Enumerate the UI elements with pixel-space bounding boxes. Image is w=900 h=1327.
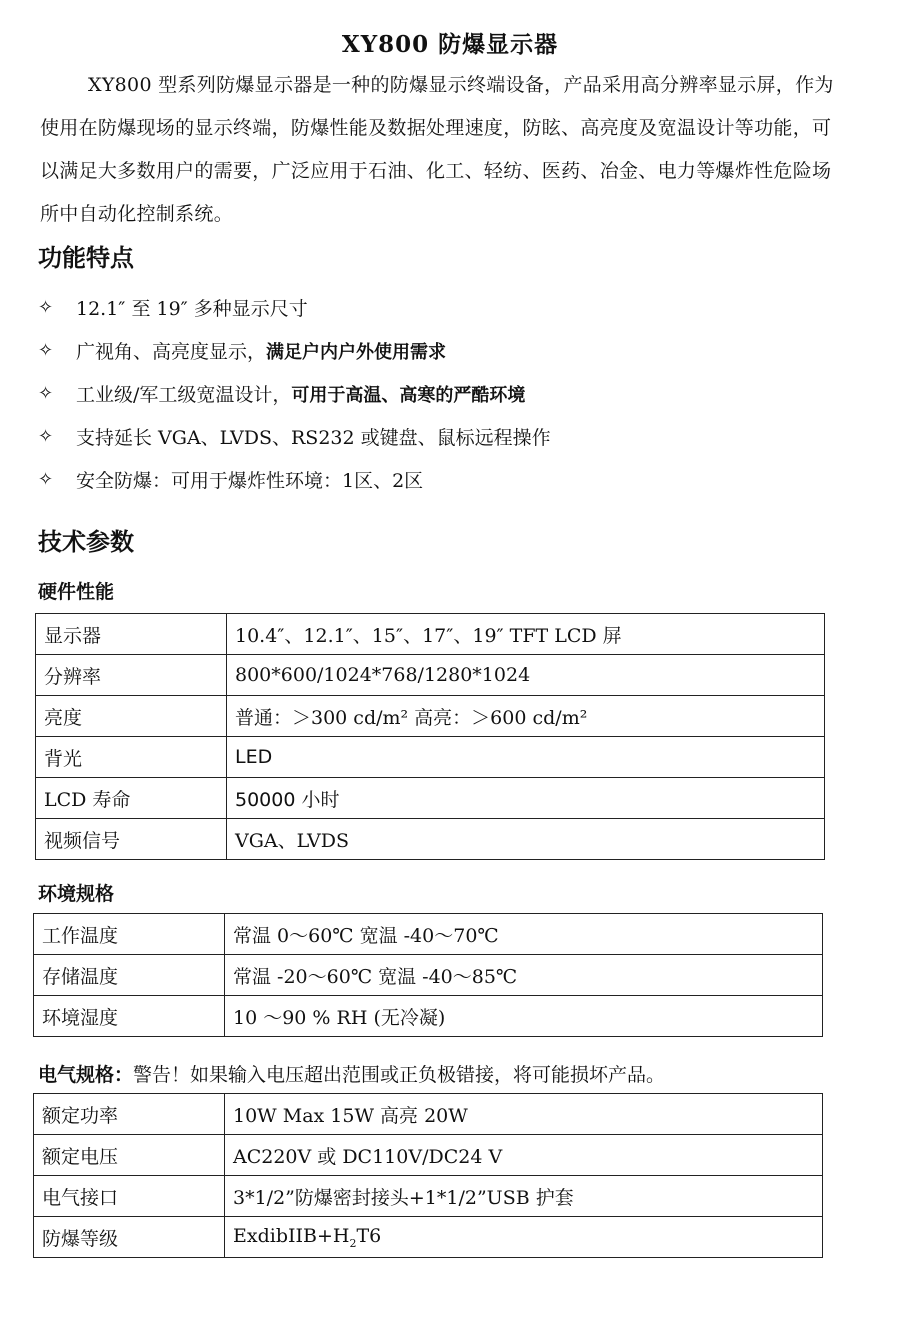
param-name: 额定电压	[34, 1135, 225, 1176]
param-name: 额定功率	[34, 1094, 225, 1135]
star-bullet-icon: ✧	[38, 426, 54, 447]
param-value: 10.4″、12.1″、15″、17″、19″ TFT LCD 屏	[227, 614, 825, 655]
star-bullet-icon: ✧	[38, 340, 54, 361]
feature-item: ✧ 12.1″ 至 19″ 多种显示尺寸	[38, 297, 308, 320]
param-name: 显示器	[36, 614, 227, 655]
param-name: 视频信号	[36, 819, 227, 860]
param-value: 800*600/1024*768/1280*1024	[227, 655, 825, 696]
table-row	[34, 1135, 823, 1176]
hardware-heading: 硬件性能	[38, 581, 115, 603]
table-row	[36, 819, 825, 860]
param-value: $ExdibIIB+H_2T6$	[225, 1217, 823, 1258]
table-row	[34, 914, 823, 955]
table-row	[36, 696, 825, 737]
tech-params-heading: 技术参数	[38, 528, 134, 556]
table-row	[36, 737, 825, 778]
param-name: 工作温度	[34, 914, 225, 955]
environment-heading: 环境规格	[38, 883, 115, 905]
table-row	[34, 955, 823, 996]
param-value: LED	[227, 737, 825, 778]
param-name: LCD 寿命	[36, 778, 227, 819]
star-bullet-icon: ✧	[38, 469, 54, 490]
feature-item: ✧ 工业级/军工级宽温设计， 可用于高温、高寒的严酷环境	[38, 383, 526, 406]
param-value: 常温 0～60℃ 宽温 -40～70℃	[225, 914, 823, 955]
param-value: AC220V 或 DC110V/DC24 V	[225, 1135, 823, 1176]
param-name: 防爆等级	[34, 1217, 225, 1258]
page-title: XY800 防爆显示器	[341, 31, 559, 58]
table-row	[34, 1094, 823, 1135]
param-name: 环境湿度	[34, 996, 225, 1037]
electrical-table	[33, 1093, 823, 1258]
param-name: 分辨率	[36, 655, 227, 696]
param-name: 亮度	[36, 696, 227, 737]
warning-note: 警告！如果输入电压超出范围或正负极错接，将可能损坏产品。	[133, 1064, 666, 1086]
param-name: 背光	[36, 737, 227, 778]
param-name: 电气接口	[34, 1176, 225, 1217]
table-row	[36, 614, 825, 655]
param-value: 10W Max 15W 高亮 20W	[225, 1094, 823, 1135]
table-row	[34, 1176, 823, 1217]
table-row	[34, 1217, 823, 1258]
feature-item: ✧ 安全防爆：可用于爆炸性环境：1区、2区	[38, 469, 424, 492]
param-value: 50000 小时	[227, 778, 825, 819]
environment-table	[33, 913, 823, 1037]
param-value: 3*1/2”防爆密封接头+1*1/2”USB 护套	[225, 1176, 823, 1217]
feature-item: ✧ 支持延长 VGA、LVDS、RS232 或键盘、鼠标远程操作	[38, 426, 551, 449]
table-row	[36, 778, 825, 819]
features-list	[38, 286, 551, 501]
electrical-heading: 电气规格：警告！如果输入电压超出范围或正负极错接，将可能损坏产品。	[38, 1064, 666, 1086]
param-value: 常温 -20～60℃ 宽温 -40～85℃	[225, 955, 823, 996]
hardware-table	[35, 613, 825, 860]
features-heading: 功能特点	[38, 244, 134, 272]
intro-paragraph: XY800 型系列防爆显示器是一种的防爆显示终端设备，产品采用高分辨率显示屏，作为使用在防爆现场的显示终端，防爆性能及数据处理速度，防眩、高亮度及宽温设计等功能，可以满足大多数用户的需要，广泛应用于石油、化工、轻纺、医药、冶金、电力等爆炸性危险场所中自动化控制系统。	[40, 74, 834, 225]
param-name: 存储温度	[34, 955, 225, 996]
star-bullet-icon: ✧	[38, 297, 54, 318]
param-value: 10 ～90 % RH (无冷凝)	[225, 996, 823, 1037]
table-row	[36, 655, 825, 696]
star-bullet-icon: ✧	[38, 383, 54, 404]
feature-item: ✧ 广视角、高亮度显示， 满足户内户外使用需求	[38, 340, 447, 363]
param-value: VGA、LVDS	[227, 819, 825, 860]
table-row	[34, 996, 823, 1037]
param-value: 普通：＞300 cd/m² 高亮：＞600 cd/m²	[227, 696, 825, 737]
